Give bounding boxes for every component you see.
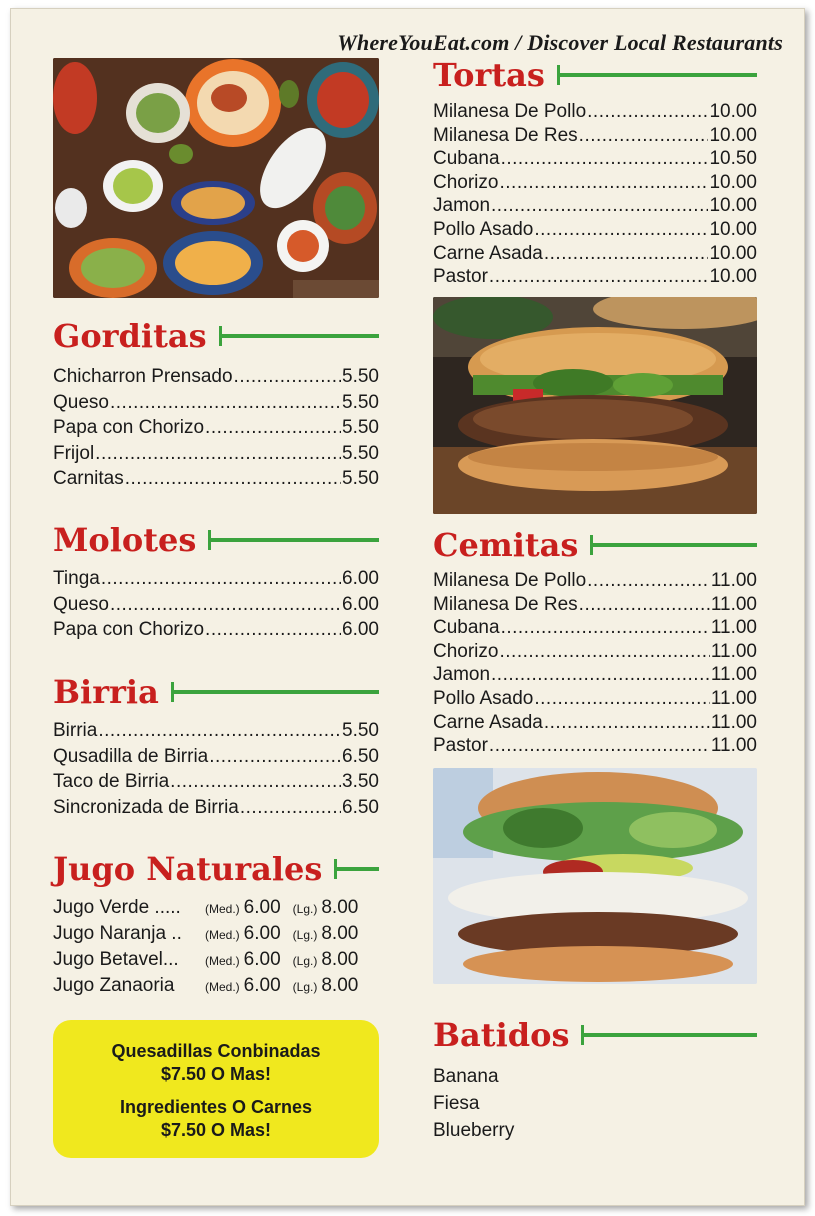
item-price: 10.00 xyxy=(709,195,757,217)
item-name: Birria xyxy=(53,720,98,741)
birria-title: Birria xyxy=(53,673,159,711)
item-name: Papa con Chorizo xyxy=(53,417,205,439)
juice-item xyxy=(53,947,379,973)
menu-item xyxy=(53,795,379,821)
menu-item xyxy=(433,100,757,124)
gorditas-heading xyxy=(53,315,379,357)
menu-item xyxy=(433,711,757,735)
med-price: 6.00 xyxy=(243,949,281,970)
item-price: 5.50 xyxy=(342,391,379,413)
item-name: Milanesa De Res xyxy=(433,593,578,615)
item-name: Chorizo xyxy=(433,171,499,193)
item-price: 10.00 xyxy=(709,171,757,193)
item-price: 11.00 xyxy=(710,711,757,733)
jugos-rule xyxy=(334,867,379,871)
batido-item: Blueberry xyxy=(433,1120,515,1141)
menu-item xyxy=(433,147,757,171)
item-name: Tinga xyxy=(53,568,100,589)
item-name: Taco de Birria xyxy=(53,771,170,793)
promo-line: $7.50 O Mas! xyxy=(160,1064,272,1084)
item-name: Pollo Asado xyxy=(433,218,534,240)
item-name: Jugo Zanaoria xyxy=(53,975,175,996)
promo-box xyxy=(53,1020,379,1158)
item-name: Chorizo xyxy=(433,640,499,662)
item-name: Jamon xyxy=(433,664,491,686)
lg-price: 8.00 xyxy=(321,975,359,996)
torta-photo xyxy=(433,297,757,514)
item-name: Queso xyxy=(53,593,109,615)
item-price: 5.50 xyxy=(342,468,379,490)
item-price: 11.00 xyxy=(710,640,757,662)
item-price: 11.00 xyxy=(710,570,757,591)
med-price: 6.00 xyxy=(243,975,281,996)
item-name: Pastor xyxy=(433,266,488,288)
menu-item xyxy=(433,569,757,593)
item-name: Jamon xyxy=(433,195,491,217)
section-molotes xyxy=(53,519,379,643)
item-name: Pastor xyxy=(433,735,488,757)
med-price: 6.00 xyxy=(243,897,281,918)
juice-item xyxy=(53,895,379,921)
menu-item xyxy=(53,441,379,467)
item-price: 6.50 xyxy=(342,745,379,767)
batido-item: Banana xyxy=(433,1066,499,1087)
gorditas-title: Gorditas xyxy=(53,317,207,355)
item-name: Jugo Naranja .. xyxy=(53,923,182,944)
item-name: Chicharron Prensado xyxy=(53,366,233,387)
menu-item xyxy=(53,466,379,492)
tortas-title: Tortas xyxy=(433,56,545,94)
batidos-title: Batidos xyxy=(433,1016,570,1054)
menu-item xyxy=(433,687,757,711)
med-label: (Med.) xyxy=(205,902,240,916)
item-price: 10.50 xyxy=(709,148,757,170)
promo-line: Ingredientes O Carnes xyxy=(119,1097,313,1117)
item-name: Milanesa De Pollo xyxy=(433,570,587,591)
menu-item xyxy=(433,734,757,758)
menu-item xyxy=(433,265,757,289)
item-name: Queso xyxy=(53,391,109,413)
batido-item: Fiesa xyxy=(433,1093,480,1114)
item-name: Frijol xyxy=(53,442,95,464)
menu-item xyxy=(433,171,757,195)
item-price: 6.00 xyxy=(342,568,379,589)
batidos-heading xyxy=(433,1014,757,1056)
item-price: 3.50 xyxy=(342,771,379,793)
item-name: Sincronizada de Birria xyxy=(53,796,239,818)
item-name: Pollo Asado xyxy=(433,687,534,709)
item-price: 10.00 xyxy=(709,266,757,288)
med-label: (Med.) xyxy=(205,980,240,994)
item-price: 10.00 xyxy=(709,242,757,264)
med-label: (Med.) xyxy=(205,928,240,942)
molotes-title: Molotes xyxy=(53,521,197,559)
menu-item xyxy=(53,566,379,592)
birria-rule xyxy=(171,690,379,694)
juice-item xyxy=(53,973,379,999)
item-price: 11.00 xyxy=(710,617,757,639)
med-price: 6.00 xyxy=(243,923,281,944)
med-label: (Med.) xyxy=(205,954,240,968)
item-name: Qusadilla de Birria xyxy=(53,745,209,767)
item-name: Cubana xyxy=(433,617,500,639)
item-name: Cubana xyxy=(433,148,500,170)
lg-price: 8.00 xyxy=(321,949,359,970)
menu-item xyxy=(53,769,379,795)
item-price: 11.00 xyxy=(710,735,757,757)
item-price: 6.00 xyxy=(342,593,379,615)
item-price: 10.00 xyxy=(709,218,757,240)
item-price: 6.50 xyxy=(342,796,379,818)
item-price: 5.50 xyxy=(342,442,379,464)
item-price: 10.00 xyxy=(709,124,757,146)
menu-item xyxy=(53,718,379,744)
birria-heading xyxy=(53,671,379,713)
menu-item xyxy=(53,415,379,441)
menu-item xyxy=(433,593,757,617)
item-price: 6.00 xyxy=(342,619,379,641)
tortas-heading xyxy=(433,54,757,96)
item-name: Carne Asada xyxy=(433,242,543,264)
cemitas-heading xyxy=(433,524,757,566)
lg-label: (Lg.) xyxy=(292,954,318,968)
lg-price: 8.00 xyxy=(321,923,359,944)
food-spread-photo xyxy=(53,58,379,298)
menu-item xyxy=(433,242,757,266)
menu-item xyxy=(53,592,379,618)
section-batidos xyxy=(433,1014,757,1144)
lg-label: (Lg.) xyxy=(292,902,318,916)
menu-item xyxy=(53,617,379,643)
item-price: 11.00 xyxy=(710,664,757,686)
menu-item xyxy=(433,663,757,687)
jugos-title: Jugo Naturales xyxy=(53,850,323,888)
item-name: Jugo Betavel... xyxy=(53,949,179,970)
cemitas-rule xyxy=(590,543,757,547)
menu-item xyxy=(433,124,757,148)
item-price: 5.50 xyxy=(342,366,379,387)
molotes-rule xyxy=(208,538,379,542)
watermark: WhereYouEat.com / Discover Local Restaurants xyxy=(337,30,783,55)
batidos-rule xyxy=(581,1033,757,1037)
item-name: Jugo Verde ..... xyxy=(53,897,181,918)
menu-item xyxy=(433,616,757,640)
lg-label: (Lg.) xyxy=(292,980,318,994)
item-price: 5.50 xyxy=(342,720,379,741)
tortas-rule xyxy=(557,73,757,77)
molotes-heading xyxy=(53,519,379,561)
section-gorditas xyxy=(53,315,379,492)
item-name: Carnitas xyxy=(53,468,124,490)
section-birria xyxy=(53,671,379,820)
menu-item xyxy=(433,218,757,242)
item-price: 10.00 xyxy=(709,101,757,122)
cemita-photo xyxy=(433,768,757,984)
item-name: Carne Asada xyxy=(433,711,543,733)
section-cemitas xyxy=(433,524,757,758)
menu-item xyxy=(433,640,757,664)
menu-item xyxy=(433,194,757,218)
menu-item xyxy=(53,364,379,390)
item-name: Milanesa De Res xyxy=(433,124,578,146)
item-price: 11.00 xyxy=(710,687,757,709)
lg-price: 8.00 xyxy=(321,897,359,918)
item-price: 11.00 xyxy=(710,593,757,615)
item-name: Papa con Chorizo xyxy=(53,619,205,641)
menu-item xyxy=(53,390,379,416)
promo-line: Quesadillas Conbinadas xyxy=(111,1041,321,1061)
menu-item xyxy=(53,744,379,770)
jugos-heading xyxy=(53,848,379,890)
lg-label: (Lg.) xyxy=(292,928,318,942)
section-jugos xyxy=(53,848,379,999)
juice-item xyxy=(53,921,379,947)
gorditas-rule xyxy=(219,334,379,338)
item-name: Milanesa De Pollo xyxy=(433,101,587,122)
promo-line: $7.50 O Mas! xyxy=(160,1120,272,1140)
cemitas-title: Cemitas xyxy=(433,526,579,564)
item-price: 5.50 xyxy=(342,417,379,439)
section-tortas xyxy=(433,54,757,289)
